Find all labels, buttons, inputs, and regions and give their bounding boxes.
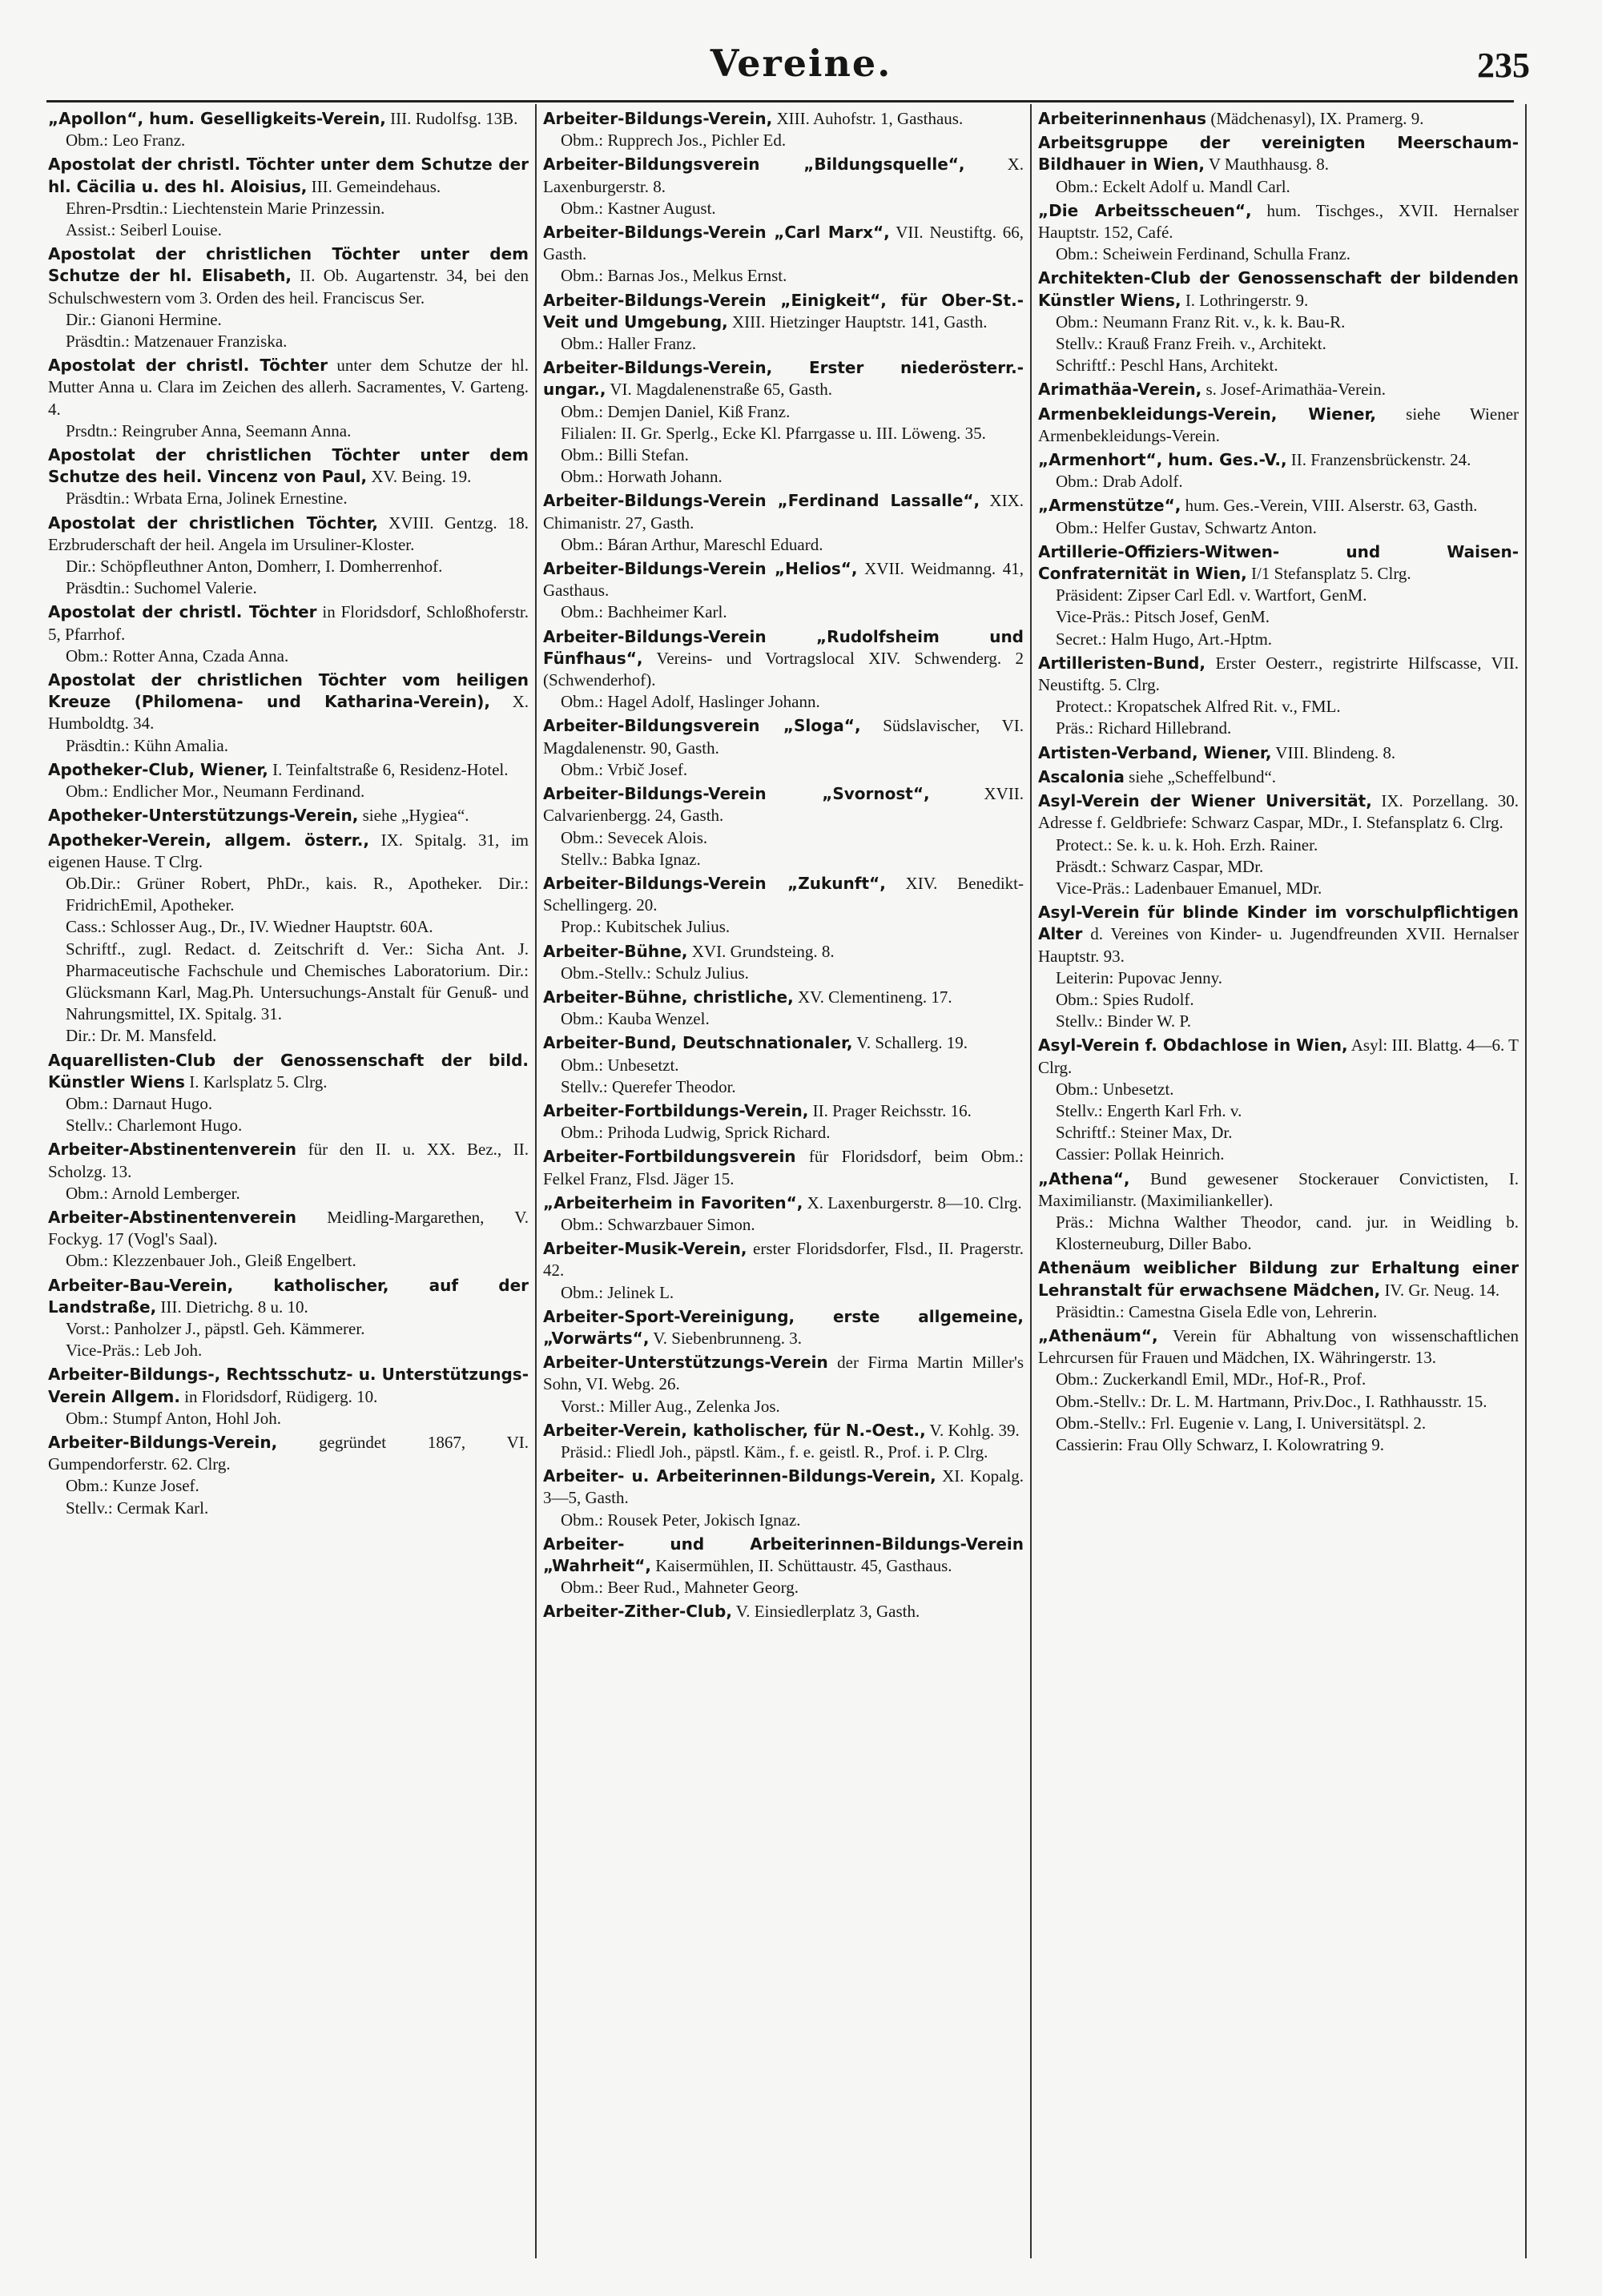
directory-entry: [543, 357, 1024, 488]
entry-address: Südslavischer, VI. Magdalenenstr. 90, Gasth.: [543, 716, 1024, 758]
entry-detail-line: Schriftf.: Steiner Max, Dr.: [1056, 1123, 1233, 1143]
entry-address: Verein für Abhaltung von wissenschaftlichen Lehrcursen für Frauen und Mädchen, IX. Währingerstr. 13.: [1038, 1325, 1519, 1368]
entry-detail-line: Cass.: Schlosser Aug., Dr., IV. Wiedner Hauptstr. 60A.: [66, 917, 433, 937]
directory-entry: [543, 1238, 1024, 1304]
entry-address: XVII. Weidmanng. 41, Gasthaus.: [543, 559, 1024, 601]
entry-name: Artillerie-Offiziers-Witwen- und Waisen-Confraternität in Wien,: [1038, 541, 1519, 584]
directory-entry: [48, 830, 529, 1047]
entry-detail-line: Präsid.: Fliedl Joh., päpstl. Käm., f. e. geistl. R., Prof. i. P. Clrg.: [561, 1442, 988, 1462]
entry-address: in Floridsdorf, Rüdigerg. 10.: [179, 1386, 378, 1406]
page-title: Vereine.: [710, 42, 892, 85]
entry-detail-line: Obm.: Billi Stefan.: [561, 445, 689, 465]
directory-entry: [48, 1364, 529, 1429]
entry-address: X. Laxenburgerstr. 8.: [543, 155, 1024, 196]
entry-detail-line: Obm.: Hagel Adolf, Haslinger Johann.: [561, 692, 820, 712]
directory-entry: [1038, 1035, 1519, 1165]
entry-name: Apostolat der christlichen Töchter vom heiligen Kreuze (Philomena- und Katharina-Verein),: [48, 670, 529, 712]
entry-name: Athenäum weiblicher Bildung zur Erhaltung einer Lehranstalt für erwachsene Mädchen,: [1038, 1258, 1519, 1300]
entry-name: Ascalonia: [1038, 766, 1125, 786]
entry-detail-line: Obm.: Beer Rud., Mahneter Georg.: [561, 1578, 799, 1598]
entry-detail-line: Präsdtin.: Matzenauer Franziska.: [66, 332, 288, 352]
entry-name: Apotheker-Verein, allgem. österr.,: [48, 830, 369, 850]
entry-detail-line: Dir.: Gianoni Hermine.: [66, 309, 222, 329]
entry-name: Arbeiter-Bau-Verein, katholischer, auf der Landstraße,: [48, 1275, 529, 1317]
entry-detail-line: Prop.: Kubitschek Julius.: [561, 917, 731, 937]
entry-detail-line: Obm.: Rupprech Jos., Pichler Ed.: [561, 131, 787, 151]
entry-detail-line: Obm.: Drab Adolf.: [1056, 472, 1183, 492]
entry-detail-line: Vice-Präs.: Ladenbauer Emanuel, MDr.: [1056, 878, 1322, 898]
directory-entry: [543, 1420, 1024, 1463]
directory-entry: [1038, 653, 1519, 740]
entry-name: Arbeiter-Fortbildungsverein: [543, 1147, 796, 1167]
entry-name: Arbeiter-Fortbildungs-Verein,: [543, 1100, 809, 1120]
entry-name: „Apollon“, hum. Geselligkeits-Verein,: [48, 109, 386, 128]
entry-address: II. Ob. Augartenstr. 34, bei den Schulschwestern vom 3. Orden des heil. Franciscus Ser.: [48, 266, 529, 308]
entry-detail-line: Obm.: Darnaut Hugo.: [66, 1093, 213, 1113]
entry-detail-line: Obm.: Stumpf Anton, Hohl Joh.: [66, 1408, 281, 1428]
column-2: [543, 108, 1024, 2254]
directory-entry: [543, 715, 1024, 781]
entry-address: IX. Spitalg. 31, im eigenen Hause. T Clrg.: [48, 830, 529, 871]
directory-entry: [48, 154, 529, 241]
directory-entry: [543, 626, 1024, 714]
entry-name: Artisten-Verband, Wiener,: [1038, 742, 1272, 762]
entry-name: Asyl-Verein f. Obdachlose in Wien,: [1038, 1035, 1348, 1056]
entry-detail-line: Schriftf., zugl. Redact. d. Zeitschrift d. Ver.: Sicha Ant. J. Pharmaceutische Fachschule und Chemisches Laboratorium. Dir.: Glücksmann Karl, Mag.Ph. Untersuchungs-Anstalt für Genuß- und Nahrungsmittel, IX. Spitalg. 31.: [66, 939, 529, 1024]
entry-address: Vereins- und Vortragslocal XIV. Schwenderg. 2 (Schwenderhof).: [543, 648, 1024, 690]
entry-name: Arbeiter-Bildungs-Verein „Zukunft“,: [543, 873, 886, 893]
entry-address: XVII. Calvarienbergg. 24, Gasth.: [543, 784, 1024, 826]
entry-detail-line: Stellv.: Babka Ignaz.: [561, 849, 701, 869]
directory-entry: [1038, 495, 1519, 538]
directory-entry: [48, 1139, 529, 1204]
entry-name: Arbeiter-Zither-Club,: [543, 1602, 732, 1622]
entry-address: X. Laxenburgerstr. 8—10. Clrg.: [803, 1192, 1022, 1212]
entry-detail-line: Cassierin: Frau Olly Schwarz, I. Kolowratring 9.: [1056, 1434, 1385, 1454]
entry-address: XIII. Auhofstr. 1, Gasthaus.: [772, 109, 964, 128]
column-divider: [1525, 104, 1527, 2258]
entry-name: Arbeiter-Bildungs-Verein „Helios“,: [543, 559, 858, 579]
directory-entry: [543, 1601, 1024, 1622]
entry-name: Arbeiter-Unterstützungs-Verein: [543, 1353, 828, 1373]
entry-name: Arbeiter-Bildungsverein „Bildungsquelle“,: [543, 155, 965, 175]
entry-detail-line: Prsdtn.: Reingruber Anna, Seemann Anna.: [66, 420, 352, 440]
entry-address: siehe „Hygiea“.: [358, 806, 469, 826]
entry-address: V. Kohlg. 39.: [925, 1420, 1020, 1440]
entry-detail-line: Obm.: Rousek Peter, Jokisch Ignaz.: [561, 1510, 801, 1530]
directory-entry: [48, 243, 529, 352]
entry-detail-line: Obm.: Helfer Gustav, Schwartz Anton.: [1056, 517, 1317, 537]
directory-entry: [543, 941, 1024, 984]
entry-name: „Athenäum“,: [1038, 1325, 1158, 1345]
entry-address: für Floridsdorf, beim Obm.: Felkel Franz, Flsd. Jäger 15.: [543, 1147, 1024, 1188]
entry-name: Asyl-Verein der Wiener Universität,: [1038, 791, 1372, 811]
entry-detail-line: Obm.: Barnas Jos., Melkus Ernst.: [561, 266, 787, 286]
page-number: 235: [1477, 46, 1530, 85]
directory-entry: [1038, 742, 1519, 764]
directory-entry: [48, 1207, 529, 1273]
entry-address: Bund gewesener Stockerauer Convictisten, I. Maximilianstr. (Maximiliankeller).: [1038, 1168, 1519, 1210]
entry-address: II. Franzensbrückenstr. 24.: [1286, 450, 1471, 470]
directory-entry: [543, 783, 1024, 871]
entry-detail-line: Stellv.: Binder W. P.: [1056, 1011, 1191, 1031]
entry-name: Arbeiter-Bildungs-Verein „Carl Marx“,: [543, 223, 890, 243]
entry-address: Meidling-Margarethen, V. Fockyg. 17 (Vogl's Saal).: [48, 1207, 529, 1249]
entry-detail-line: Präsident: Zipser Carl Edl. v. Wartfort, GenM.: [1056, 585, 1367, 605]
entry-address: I/1 Stefansplatz 5. Clrg.: [1246, 564, 1411, 584]
header-rule: [46, 100, 1514, 103]
entry-name: Arbeiter-Abstinentenverein: [48, 1140, 297, 1160]
entry-detail-line: Dir.: Dr. M. Mansfeld.: [66, 1026, 217, 1046]
entry-detail-line: Obm.: Spies Rudolf.: [1056, 989, 1194, 1009]
directory-entry: [48, 759, 529, 802]
entry-name: Arbeiter-Bühne, christliche,: [543, 987, 794, 1007]
entry-detail-line: Obm.: Neumann Franz Rit. v., k. k. Bau-R.: [1056, 312, 1346, 332]
entry-detail-line: Obm.: Endlicher Mor., Neumann Ferdinand.: [66, 782, 365, 802]
entry-address: XVIII. Gentzg. 18. Erzbruderschaft der heil. Angela im Ursuliner-Kloster.: [48, 513, 529, 554]
entry-detail-line: Obm.: Jelinek L.: [561, 1282, 674, 1302]
entry-detail-line: Ob.Dir.: Grüner Robert, PhDr., kais. R., Apotheker. Dir.: FridrichEmil, Apotheker.: [66, 873, 529, 915]
directory-entry: [1038, 1257, 1519, 1323]
directory-entry: [543, 1352, 1024, 1417]
directory-entry: [1038, 790, 1519, 899]
entry-name: Arbeiter-Bildungs-Verein, Erster niederösterr.-ungar.,: [543, 358, 1024, 400]
entry-detail-line: Protect.: Kropatschek Alfred Rit. v., FML.: [1056, 697, 1341, 717]
entry-name: Arbeiter-Bildungs-Verein „Svornost“,: [543, 784, 930, 804]
entry-name: Arbeiter-Bildungs-Verein,: [48, 1432, 278, 1452]
entry-detail-line: Secret.: Halm Hugo, Art.-Hptm.: [1056, 629, 1273, 649]
entry-address: VII. Neustiftg. 66, Gasth.: [543, 223, 1024, 264]
directory-entry: [48, 444, 529, 510]
entry-detail-line: Obm.: Scheiwein Ferdinand, Schulla Franz.: [1056, 244, 1351, 264]
entry-detail-line: Filialen: II. Gr. Sperlg., Ecke Kl. Pfarrgasse u. III. Löweng. 35.: [561, 423, 986, 443]
entry-name: „Armenstütze“,: [1038, 496, 1181, 516]
entry-name: Arimathäa-Verein,: [1038, 380, 1202, 400]
entry-address: XIII. Hietzinger Hauptstr. 141, Gasth.: [727, 312, 988, 332]
entry-detail-line: Schriftf.: Peschl Hans, Architekt.: [1056, 356, 1278, 376]
entry-name: Arbeiter-Musik-Verein,: [543, 1239, 747, 1259]
entry-name: Arbeiter-Bildungs-Verein,: [543, 109, 773, 128]
entry-detail-line: Vorst.: Miller Aug., Zelenka Jos.: [561, 1396, 780, 1416]
entry-name: Arbeiter-Bildungs-, Rechtsschutz- u. Unterstützungs-Verein Allgem.: [48, 1365, 529, 1406]
directory-entry: [543, 1466, 1024, 1531]
directory-entry: [1038, 541, 1519, 650]
entry-address: I. Lothringerstr. 9.: [1181, 290, 1309, 310]
entry-detail-line: Präsdtin.: Suchomel Valerie.: [66, 578, 257, 598]
entry-detail-line: Cassier: Pollak Heinrich.: [1056, 1144, 1225, 1164]
entry-detail-line: Präsdtin.: Kühn Amalia.: [66, 735, 228, 755]
entry-address: XVI. Grundsteing. 8.: [687, 941, 835, 961]
entry-detail-line: Vice-Präs.: Pitsch Josef, GenM.: [1056, 607, 1270, 627]
entry-detail-line: Stellv.: Krauß Franz Freih. v., Architekt.: [1056, 334, 1326, 354]
directory-entry: [48, 601, 529, 667]
entry-address: Erster Oesterr., registrirte Hilfscasse, VII. Neustiftg. 5. Clrg.: [1038, 653, 1519, 695]
directory-entry: [543, 987, 1024, 1030]
entry-name: Apostolat der christl. Töchter: [48, 602, 317, 622]
entry-detail-line: Obm.: Bachheimer Karl.: [561, 602, 727, 622]
entry-address: XI. Kopalg. 3—5, Gasth.: [543, 1466, 1024, 1508]
directory-entry: [543, 222, 1024, 288]
directory-entry: [1038, 132, 1519, 198]
entry-address: XIX. Chimanistr. 27, Gasth.: [543, 491, 1024, 533]
directory-entry: [543, 873, 1024, 939]
directory-entry: [48, 355, 529, 442]
entry-detail-line: Stellv.: Cermak Karl.: [66, 1498, 209, 1518]
entry-address: Kaisermühlen, II. Schüttaustr. 45, Gasthaus.: [650, 1556, 952, 1575]
entry-address: I. Teinfaltstraße 6, Residenz-Hotel.: [268, 759, 509, 779]
entry-name: Arbeiter-Bildungs-Verein „Ferdinand Lassalle“,: [543, 491, 980, 511]
entry-name: Arbeitsgruppe der vereinigten Meerschaum-Bildhauer in Wien,: [1038, 133, 1519, 175]
entry-detail-line: Obm.: Prihoda Ludwig, Sprick Richard.: [561, 1123, 831, 1143]
directory-entry: [1038, 902, 1519, 1032]
directory-entry: [1038, 1168, 1519, 1256]
entry-detail-line: Obm.: Vrbič Josef.: [561, 759, 688, 779]
entry-address: X. Humboldtg. 34.: [48, 692, 529, 734]
entry-detail-line: Obm.: Kauba Wenzel.: [561, 1009, 710, 1029]
entry-address: II. Prager Reichsstr. 16.: [808, 1100, 972, 1120]
entry-name: Arbeiter- u. Arbeiterinnen-Bildungs-Verein,: [543, 1466, 936, 1486]
entry-name: Arbeiter-Sport-Vereinigung, erste allgemeine, „Vorwärts“,: [543, 1306, 1024, 1348]
entry-detail-line: Obm.: Leo Franz.: [66, 131, 186, 151]
entry-detail-line: Stellv.: Engerth Karl Frh. v.: [1056, 1100, 1242, 1120]
directory-entry: [543, 1192, 1024, 1236]
entry-detail-line: Obm.: Schwarzbauer Simon.: [561, 1214, 755, 1234]
entry-name: Arbeiter-Bildungs-Verein „Einigkeit“, für Ober-St.-Veit und Umgebung,: [543, 290, 1024, 332]
entry-detail-line: Obm.: Klezzenbauer Joh., Gleiß Engelbert.: [66, 1251, 356, 1271]
directory-entry: [1038, 449, 1519, 493]
directory-entry: [543, 290, 1024, 356]
entry-detail-line: Präsidtin.: Camestna Gisela Edle von, Lehrerin.: [1056, 1301, 1378, 1321]
entry-detail-line: Obm.: Eckelt Adolf u. Mandl Carl.: [1056, 176, 1290, 196]
entry-address: hum. Ges.-Verein, VIII. Alserstr. 63, Gasth.: [1181, 496, 1478, 516]
entry-name: Apotheker-Club, Wiener,: [48, 759, 268, 779]
entry-name: Arbeiter-Bund, Deutschnationaler,: [543, 1033, 853, 1053]
entry-address: (Mädchenasyl), IX. Pramerg. 9.: [1206, 109, 1424, 128]
entry-detail-line: Leiterin: Pupovac Jenny.: [1056, 967, 1223, 987]
entry-name: Arbeiter-Bildungs-Verein „Rudolfsheim und Fünfhaus“,: [543, 626, 1024, 668]
entry-address: in Floridsdorf, Schloßhoferstr. 5, Pfarrhof.: [48, 602, 529, 644]
directory-entry: [543, 108, 1024, 151]
entry-name: Artilleristen-Bund,: [1038, 653, 1206, 673]
entry-detail-line: Präs.: Michna Walther Theodor, cand. jur. in Weidling b. Klosterneuburg, Diller Babo.: [1056, 1212, 1519, 1254]
entry-name: Architekten-Club der Genossenschaft der bildenden Künstler Wiens,: [1038, 268, 1519, 310]
directory-entry: [1038, 267, 1519, 376]
entry-address: XV. Clementineng. 17.: [793, 987, 952, 1007]
entry-name: Apostolat der christlichen Töchter unter dem Schutze des heil. Vincenz von Paul,: [48, 445, 529, 487]
directory-entry: [1038, 200, 1519, 266]
entry-name: „Armenhort“, hum. Ges.-V.,: [1038, 450, 1287, 470]
column-divider: [1030, 104, 1032, 2258]
entry-name: Arbeiter-Abstinentenverein: [48, 1207, 297, 1227]
entry-detail-line: Obm.: Arnold Lemberger.: [66, 1183, 240, 1203]
entry-name: Aquarellisten-Club der Genossenschaft der bild. Künstler Wiens: [48, 1050, 529, 1092]
directory-entry: [543, 490, 1024, 556]
directory-entry: [1038, 766, 1519, 788]
entry-detail-line: Obm.: Haller Franz.: [561, 334, 697, 354]
directory-entry: [48, 1432, 529, 1519]
entry-detail-line: Obm.: Báran Arthur, Mareschl Eduard.: [561, 534, 823, 554]
entry-address: III. Rudolfsg. 13B.: [385, 109, 518, 128]
entry-name: Arbeiter-Verein, katholischer, für N.-Oest.,: [543, 1420, 926, 1440]
directory-entry: [48, 108, 529, 151]
entry-address: V. Schallerg. 19.: [852, 1033, 968, 1053]
entry-detail-line: Obm.: Unbesetzt.: [1056, 1079, 1174, 1099]
entry-name: „Die Arbeitsscheuen“,: [1038, 200, 1252, 220]
entry-address: hum. Tischges., XVII. Hernalser Hauptstr. 152, Café.: [1038, 200, 1519, 243]
entry-address: XV. Being. 19.: [367, 467, 472, 487]
entry-detail-line: Assist.: Seiberl Louise.: [66, 220, 222, 240]
entry-name: Apostolat der christl. Töchter unter dem Schutze der hl. Cäcilia u. des hl. Aloisius,: [48, 155, 529, 196]
entry-name: Apostolat der christlichen Töchter,: [48, 513, 378, 533]
entry-detail-line: Präsdtin.: Wrbata Erna, Jolinek Ernestine.: [66, 489, 348, 509]
directory-entry: [543, 1534, 1024, 1599]
entry-address: erster Floridsdorfer, Flsd., II. Pragerstr. 42.: [543, 1239, 1024, 1281]
entry-address: der Firma Martin Miller's Sohn, VI. Webg. 26.: [543, 1353, 1024, 1394]
directory-entry: [543, 1032, 1024, 1098]
entry-address: I. Karlsplatz 5. Clrg.: [184, 1072, 328, 1092]
directory-entry: [543, 1306, 1024, 1349]
entry-detail-line: Präs.: Richard Hillebrand.: [1056, 718, 1232, 738]
entry-detail-line: Stellv.: Querefer Theodor.: [561, 1076, 736, 1096]
entry-address: unter dem Schutze der hl. Mutter Anna u. Clara im Zeichen des allerh. Sacramentes, V. Garteng. 4.: [48, 356, 529, 419]
entry-detail-line: Obm.: Sevecek Alois.: [561, 827, 708, 847]
directory-entry: [1038, 379, 1519, 400]
entry-name: Asyl-Verein für blinde Kinder im vorschulpflichtigen Alter: [1038, 903, 1519, 944]
entry-address: für den II. u. XX. Bez., II. Scholzg. 13.: [48, 1140, 529, 1181]
entry-detail-line: Obm.-Stellv.: Dr. L. M. Hartmann, Priv.Doc., I. Rathhausstr. 15.: [1056, 1391, 1487, 1411]
directory-entry: [543, 154, 1024, 219]
entry-address: VIII. Blindeng. 8.: [1271, 742, 1396, 762]
directory-entry: [543, 1146, 1024, 1189]
directory-entry: [543, 558, 1024, 624]
entry-address: Asyl: III. Blattg. 4—6. T Clrg.: [1038, 1035, 1519, 1077]
entry-name: Apostolat der christlichen Töchter unter dem Schutze der hl. Elisabeth,: [48, 244, 529, 286]
entry-detail-line: Obm.-Stellv.: Frl. Eugenie v. Lang, I. Universitätspl. 2.: [1056, 1413, 1427, 1433]
directory-entry: [543, 1100, 1024, 1144]
entry-address: siehe „Scheffelbund“.: [1124, 766, 1277, 786]
column-3: [1038, 108, 1519, 2254]
entry-address: siehe Wiener Armenbekleidungs-Verein.: [1038, 404, 1519, 445]
entry-name: „Arbeiterheim in Favoriten“,: [543, 1192, 803, 1212]
entry-address: s. Josef-Arimathäa-Verein.: [1202, 380, 1386, 400]
directory-entry: [48, 805, 529, 826]
directory-entry: [48, 669, 529, 757]
entry-name: Arbeiter-Bildungsverein „Sloga“,: [543, 716, 861, 736]
entry-address: III. Gemeindehaus.: [307, 176, 441, 196]
entry-name: Apostolat der christl. Töchter: [48, 356, 328, 376]
entry-address: IX. Porzellang. 30. Adresse f. Geldbriefe: Schwarz Caspar, MDr., I. Stefansplatz 6. Clrg.: [1038, 791, 1519, 833]
entry-name: „Athena“,: [1038, 1168, 1130, 1188]
entry-address: IV. Gr. Neug. 14.: [1380, 1280, 1500, 1300]
entry-address: VI. Magdalenenstraße 65, Gasth.: [606, 380, 832, 400]
directory-entry: [48, 513, 529, 600]
column-divider: [535, 104, 537, 2258]
entry-detail-line: Stellv.: Charlemont Hugo.: [66, 1116, 243, 1136]
entry-detail-line: Protect.: Se. k. u. k. Hoh. Erzh. Rainer.: [1056, 834, 1318, 854]
entry-name: Arbeiterinnenhaus: [1038, 109, 1207, 128]
entry-detail-line: Obm.: Unbesetzt.: [561, 1055, 679, 1075]
entry-detail-line: Ehren-Prsdtin.: Liechtenstein Marie Prinzessin.: [66, 198, 385, 218]
entry-detail-line: Vice-Präs.: Leb Joh.: [66, 1341, 203, 1361]
entry-address: V. Siebenbrunneng. 3.: [649, 1328, 802, 1348]
page-header: [0, 42, 1602, 106]
entry-detail-line: Präsdt.: Schwarz Caspar, MDr.: [1056, 856, 1264, 876]
entry-name: Armenbekleidungs-Verein, Wiener,: [1038, 404, 1377, 424]
column-1: [48, 108, 529, 2254]
directory-entry: [48, 1050, 529, 1137]
directory-entry: [1038, 404, 1519, 447]
entry-name: Apotheker-Unterstützungs-Verein,: [48, 806, 359, 826]
entry-detail-line: Obm.: Horwath Johann.: [561, 467, 723, 487]
entry-address: gegründet 1867, VI. Gumpendorferstr. 62. Clrg.: [48, 1432, 529, 1474]
entry-address: d. Vereines von Kinder- u. Jugendfreunden XVII. Hernalser Hauptstr. 93.: [1038, 924, 1519, 966]
entry-detail-line: Obm.: Rotter Anna, Czada Anna.: [66, 645, 289, 665]
entry-address: V Mauthhausg. 8.: [1205, 155, 1329, 175]
entry-detail-line: Dir.: Schöpfleuthner Anton, Domherr, I. Domherrenhof.: [66, 557, 443, 577]
entry-address: V. Einsiedlerplatz 3, Gasth.: [731, 1602, 920, 1622]
entry-detail-line: Obm.: Zuckerkandl Emil, MDr., Hof-R., Prof.: [1056, 1369, 1367, 1389]
entry-name: Arbeiter-Bühne,: [543, 941, 688, 961]
entry-detail-line: Vorst.: Panholzer J., päpstl. Geh. Kämmerer.: [66, 1318, 365, 1338]
entry-detail-line: Obm.-Stellv.: Schulz Julius.: [561, 963, 749, 983]
entry-name: Arbeiter- und Arbeiterinnen-Bildungs-Verein „Wahrheit“,: [543, 1534, 1024, 1575]
entry-address: XIV. Benedikt-Schellingerg. 20.: [543, 873, 1024, 915]
entry-detail-line: Obm.: Demjen Daniel, Kiß Franz.: [561, 401, 791, 421]
directory-entry: [1038, 1325, 1519, 1456]
directory-entry: [48, 1275, 529, 1362]
entry-detail-line: Obm.: Kastner August.: [561, 198, 716, 218]
directory-entry: [1038, 108, 1519, 130]
entry-detail-line: Obm.: Kunze Josef.: [66, 1476, 199, 1496]
entry-address: III. Dietrichg. 8 u. 10.: [156, 1297, 308, 1317]
